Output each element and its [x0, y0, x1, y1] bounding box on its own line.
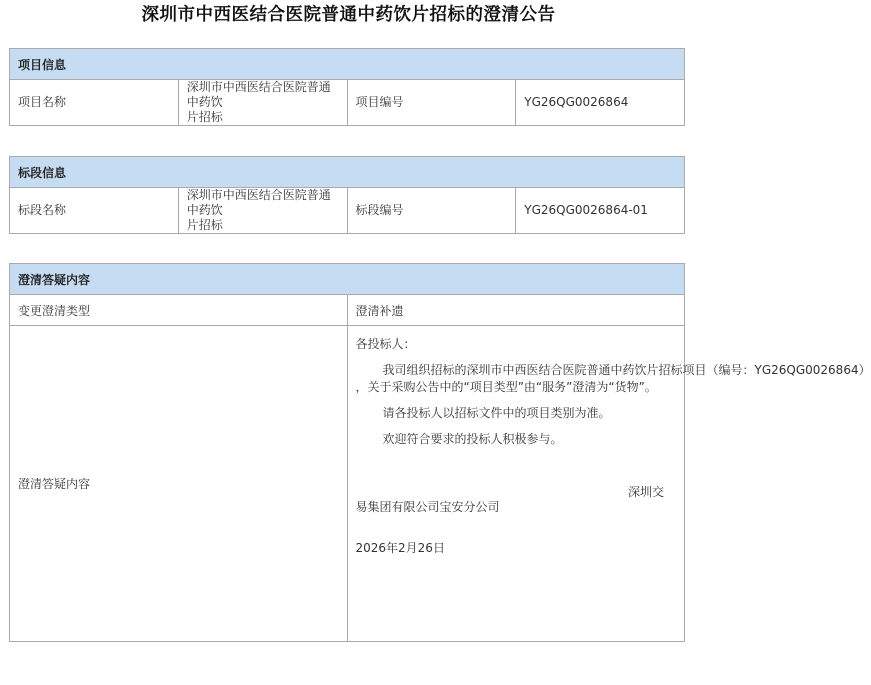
page-title: 深圳市中西医结合医院普通中药饮片招标的澄清公告 — [141, 5, 556, 25]
project-name-label: 项目名称 — [10, 80, 179, 126]
lot-code-value: YG26QG0026864-01 — [516, 188, 685, 234]
salutation: 各投标人： — [355, 337, 416, 351]
paragraph-2: 请各投标人以招标文件中的项目类别为准。 — [382, 406, 611, 420]
lot-info-header: 标段信息 — [10, 157, 685, 188]
project-code-label: 项目编号 — [347, 80, 516, 126]
lot-info-table — [9, 156, 685, 234]
lot-name-line2: 片招标 — [186, 218, 223, 232]
paragraph-3: 欢迎符合要求的投标人积极参与。 — [382, 432, 563, 446]
clarification-content-body — [347, 326, 871, 642]
project-name-line1: 深圳市中西医结合医院普通中药饮 — [186, 80, 331, 109]
project-info-table — [9, 48, 685, 126]
clarification-table — [9, 263, 871, 642]
lot-code-label: 标段编号 — [347, 188, 516, 234]
clarification-content-label: 澄清答疑内容 — [10, 326, 348, 642]
clarification-header: 澄清答疑内容 — [10, 264, 685, 295]
project-name-line2: 片招标 — [186, 110, 223, 124]
lot-name-value — [178, 188, 347, 234]
change-type-label: 变更澄清类型 — [10, 295, 348, 326]
change-type-value: 澄清补遗 — [347, 295, 685, 326]
project-info-header: 项目信息 — [10, 49, 685, 80]
paragraph-1-line-2: ，关于采购公告中的“项目类型”由“服务”澄清为“货物”。 — [355, 380, 657, 394]
lot-name-label: 标段名称 — [10, 188, 179, 234]
project-code-value: YG26QG0026864 — [516, 80, 685, 126]
signature-part-1: 深圳交 — [627, 485, 664, 499]
signature-part-2: 易集团有限公司宝安分公司 — [355, 500, 500, 514]
lot-name-line1: 深圳市中西医结合医院普通中药饮 — [186, 188, 331, 217]
project-name-value — [178, 80, 347, 126]
paragraph-1-line-1: 我司组织招标的深圳市中西医结合医院普通中药饮片招标项目（编号：YG26QG0026864） — [382, 363, 871, 377]
notice-date: 2026年2月26日 — [355, 541, 445, 555]
